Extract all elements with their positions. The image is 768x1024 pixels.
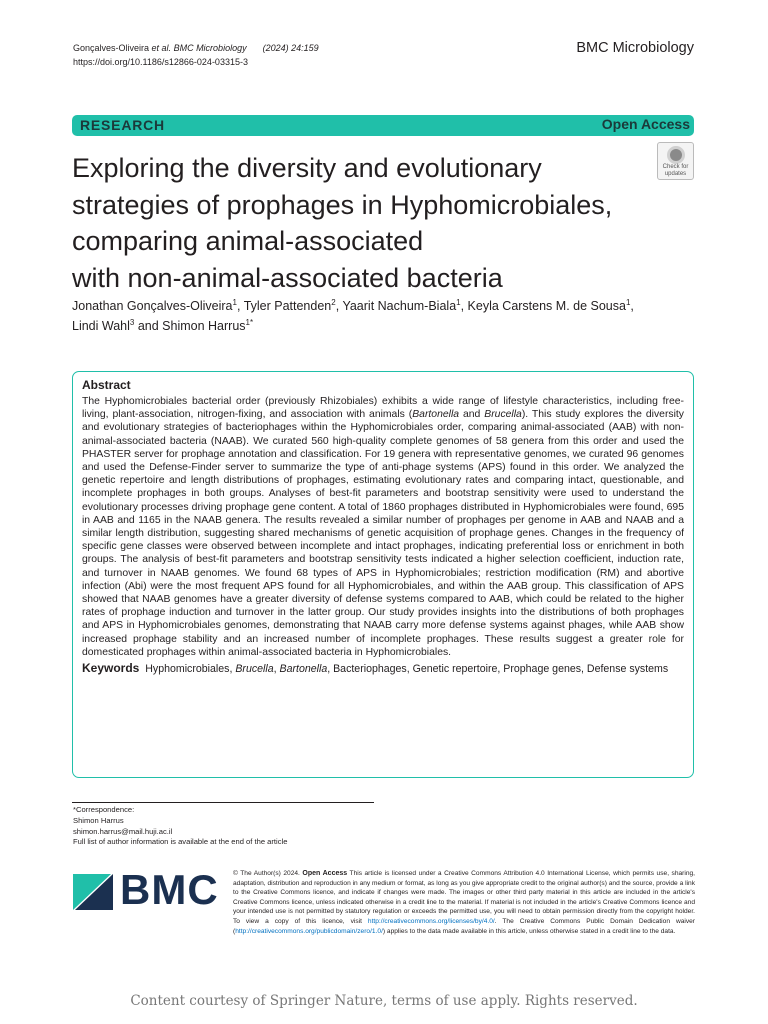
abstract-box [72, 371, 694, 778]
abstract-text-part: ). This study explores the diversity and evolutionary strategies of bacteriophages within the Hyphomicrobiales order, comparing animal-associated (AAB) with non-animal-associated bacteria (NAAB). We curated 560 high-quality complete genomes of 58 genera from this order and used the PHASTER server for prophage annotation and classification. For 19 genera with representative genomes, we curated 96 genomes and used the Defense-Finder server to summarize the type of anti-phage systems (APS) found in this order. We analyzed the genetic repertoire and length distributions of prophages, estimating evolutionary rates and comparing intact, questionable, and incomplete prophages in both groups. Analyses of best-fit parameters and bootstrap sensitivity were used to understand the evolutionary processes driving prophage gene content. A total of 1860 prophages distributed in Hyphomicrobiales were found, 695 in AAB and 1165 in the NAAB genera. The results revealed a similar number of prophages per genome in AAB and NAAB and a similar length distribution, suggesting shared mechanisms of genetic acquisition of prophage genes. Changes in the frequency of specific gene classes were observed between incomplete and intact prophages, indicating preferential loss or enrichment in both groups. The analysis of best-fit parameters and bootstrap sensitivity tests indicated a higher selection coefficient, induction rate, and turnover in NAAB genomes. We found 68 types of APS in Hyphomicrobiales; restriction modification (RM) and abortive infection (Abi) were the most frequent APS found for all Hyphomicrobiales, and within the AAB group. This classification of APS showed that NAAB genomes have a greater diversity of defense systems compared to AAB, which could be related to the higher rates of prophage induction and turnover in the latter group. Our study provides insights into the distributions of both prophages and APS in Hyphomicrobiales genomes, demonstrating that NAAB carry more defense systems against phages, while AAB show increased prophage stability and an increased number of incomplete prophages. These results suggest a greater role for domesticated prophages within animal-associated bacteria in Hyphomicrobiales. [82, 409, 684, 658]
keywords-label: Keywords [82, 661, 140, 676]
license-text: This article is licensed under a Creative Commons Attribution 4.0 International License, which permits use, sharing, adaptation, distribution and reproduction in any medium or format, as long as you give appropriate credit to the original author(s) and the source, provide a link to the Creative Commons licence, and indicate if changes were made. The images or other third party material in this article are included in the article's Creative Commons licence, unless indicated otherwise in a credit line to the material. If material is not included in the article's Creative Commons licence and your intended use is not permitted by statutory regulation or exceeds the permitted use, you will need to obtain permission directly from the copyright holder. To view a copy of this licence, visit [233, 870, 695, 925]
author-separator: and [134, 319, 163, 333]
keywords [82, 662, 684, 677]
correspondence-name: Shimon Harrus [73, 815, 124, 825]
citation-line [73, 41, 319, 55]
correspondence-label: *Correspondence: [73, 805, 135, 814]
title-line: with non-animal-associated bacteria [72, 262, 503, 293]
citation-et-al: et al. [151, 43, 172, 53]
license-text: © The Author(s) 2024. [233, 870, 303, 877]
title-line: comparing animal-associated [72, 226, 424, 256]
license-notice [233, 869, 695, 936]
author-affiliation: 1* [245, 318, 254, 327]
author-name[interactable]: Tyler Pattenden [243, 299, 332, 313]
open-access-label: Open Access [601, 116, 690, 132]
journal-name: BMC Microbiology [576, 40, 694, 56]
section-label: RESEARCH [80, 117, 165, 133]
abstract-text [82, 395, 684, 659]
author-name[interactable]: Lindi Wahl [72, 319, 130, 333]
check-updates-label: Check for [662, 164, 689, 170]
footnote-divider [72, 802, 374, 803]
abstract-heading: Abstract [82, 378, 131, 392]
citation-year-volume: (2024) 24:159 [262, 43, 319, 53]
keyword-separator: , [273, 663, 280, 676]
author-separator: , [460, 299, 468, 313]
keyword: Bartonella [279, 663, 328, 676]
author-separator: , [335, 299, 343, 313]
courtesy-watermark: Content courtesy of Springer Nature, terms of use apply. Rights reserved. [130, 993, 638, 1009]
check-for-updates-button[interactable] [657, 142, 694, 180]
abstract-text-part: and [459, 409, 485, 421]
bmc-logo-text: BMC [120, 866, 219, 913]
author-affiliation: 1 [625, 298, 631, 307]
license-text: . The Creative Commons Public Domain Dedication waiver ( [233, 917, 695, 935]
author-affiliation: 1 [232, 298, 237, 307]
license-text: ) applies to the data made available in this article, unless otherwise stated in a credit line to the data. [382, 927, 676, 935]
license-link[interactable]: http://creativecommons.org/publicdomain/zero/1.0/ [235, 927, 383, 935]
abstract-genus: Brucella [484, 409, 522, 421]
author-name[interactable]: Jonathan Gonçalves-Oliveira [72, 299, 233, 313]
author-name[interactable]: Keyla Carstens M. de Sousa [467, 299, 626, 313]
author-separator: , [630, 299, 634, 313]
license-link[interactable]: http://creativecommons.org/licenses/by/4.0/ [367, 917, 495, 925]
keyword: Brucella [235, 663, 274, 676]
article-type-banner [72, 115, 694, 136]
author-separator: , [236, 299, 244, 313]
abstract-genus: Bartonella [412, 409, 460, 421]
correspondence-footnote [73, 805, 287, 848]
author-affiliation: 1 [456, 298, 461, 307]
keyword: Hyphomicrobiales, [145, 663, 236, 676]
author-name[interactable]: Shimon Harrus [162, 319, 246, 333]
author-affiliation: 2 [331, 298, 336, 307]
author-list [72, 296, 692, 336]
article-title [72, 150, 672, 296]
citation-authors: Gonçalves-Oliveira [73, 43, 152, 53]
citation-journal: BMC Microbiology [173, 43, 247, 53]
title-line: Exploring the diversity and evolutionary [72, 153, 542, 183]
author-name[interactable]: Yaarit Nachum-Biala [342, 299, 457, 313]
title-line: strategies of prophages in Hyphomicrobiales, [72, 189, 613, 220]
author-info-note: Full list of author information is available at the end of the article [73, 837, 288, 847]
correspondence-email[interactable]: shimon.harrus@mail.huji.ac.il [73, 826, 173, 836]
license-open-access: Open Access [302, 870, 348, 877]
keyword: , Bacteriophages, Genetic repertoire, Prophage genes, Defense systems [327, 663, 669, 676]
author-affiliation: 3 [129, 318, 135, 327]
abstract-text-part: The Hyphomicrobiales bacterial order (previously Rhizobiales) exhibits a wide range of lifestyle characteristics, including free-living, plant-association, nitrogen-fixing, and association with animals ( [82, 396, 684, 421]
check-updates-label-2: updates [664, 171, 687, 177]
doi-link[interactable]: https://doi.org/10.1186/s12866-024-03315-3 [73, 57, 248, 67]
citation-header [73, 41, 319, 69]
check-updates-icon [667, 146, 685, 164]
